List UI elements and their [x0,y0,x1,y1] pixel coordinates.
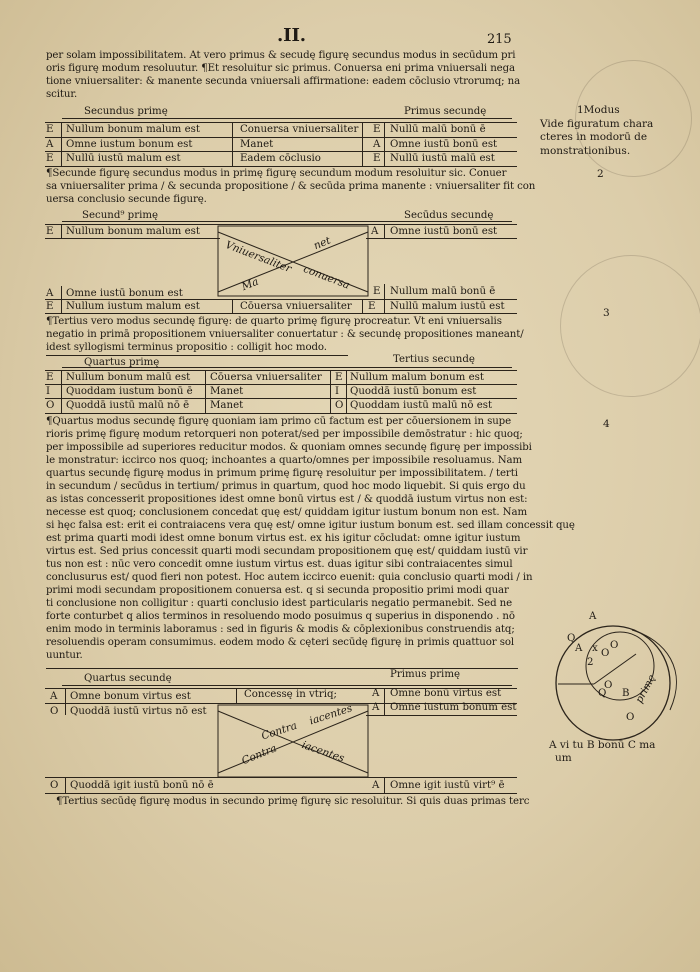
figure-label: primę [634,673,658,706]
figure-label: O [610,640,619,651]
premise-letter: E [46,301,54,312]
transform-label: Cōuersa vniuersaliter [240,301,352,312]
text-line: quartus secundę figurę modus in primum primę figurę resoluitur per impossibilitatem. / terti [46,468,518,479]
premise-letter: E [373,124,381,135]
text-line: sa vniuersaliter prima / & secunda propositione / & secūda prima manente : vniuersaliter fit con [46,181,536,192]
figure-label: O [604,680,613,691]
premise-text: Quoddam iustum bonū ē [66,386,193,397]
text-line: ¶Secunde figurę secundus modus in primę figurę secundum modum resoluitur sic. Conuer [46,168,507,179]
figure-label: 2 [587,657,594,668]
premise-letter: O [335,400,344,411]
premise-text: Omne iustū bonum est [66,288,183,299]
margin-number: 4 [603,418,610,430]
premise-letter: E [46,372,54,383]
text-line: tione vniuersaliter: & manente secunda vniuersali affirmatione: eadem cōclusio vtrorumq; na [46,76,521,87]
margin-note-line: Vide figuratum chara [540,118,654,130]
text-line: ¶Tertius vero modus secundę figurę: de quarto primę figurę procreatur. Vt eni vniuersalis [46,316,502,327]
premise-letter: A [373,139,381,150]
premise-text: Omne iustū bonū est [390,139,498,150]
text-line: virtus est. Sed prius concessit quarti modi secundam propositionem quę est/ quiddam iustū vir [46,546,528,557]
text-line: ¶Quartus modus secundę figurę quoniam iam primo cū factum est per cōuersionem in supe [46,416,512,427]
transform-label: Eadem cōclusio [240,153,321,164]
figure-legend: A vi tu B bonū C ma [549,739,656,751]
text-line: idest syllogismi terminus propositio : colligit hoc modo. [46,342,327,353]
figure-label: O [601,648,610,659]
text-line: resoluendis operam consumimus. eodem modo & cęteri secūdę figurę in primis quattuor sol [46,637,515,648]
premise-text: Omne iustū bonū est [390,226,498,237]
premise-letter: O [46,400,55,411]
figure-label: A [575,643,583,654]
transform-label: Cōuersa vniuersaliter [210,372,322,383]
table-title-right: Primus secundę [404,106,487,117]
margin-note-line: monstrationibus. [540,145,631,157]
figure-label: O [626,712,635,723]
cross-label: Contra [240,742,279,768]
text-line: primi modi secundam propositionem conuersa est. q si secunda propositio primi modi quar [46,585,509,596]
transform-label: Conuersa vniuersaliter [240,124,359,135]
cross-label: iacentes [308,702,354,728]
transform-label: Manet [210,386,244,397]
premise-text: Quoddā igit iustū bonū nō ē [70,780,214,791]
cross-label: Vniuersaliter [223,239,293,276]
premise-text: Nullū iustū malū est [390,153,495,164]
premise-text: Quoddā iustū virtus nō est [70,706,207,717]
diagram-title-right: Primus primę [390,669,461,680]
premise-text: Nullū malum iustū est [390,301,505,312]
text-line: est prima quarti modi idest omne bonum virtus est. ex his igitur cōcludat: omne igitur iustum [46,533,521,544]
premise-text: Quoddā iustū malū nō ē [66,400,190,411]
running-head: .II. [277,25,306,46]
premise-letter: A [372,702,380,713]
text-line: ti conclusione non colligitur : quarti conclusio idest particularis negatio permanebit. Sed ne [46,598,513,609]
premise-text: Nullum malū bonū ē [390,286,496,297]
cross-label: conuersa [301,263,352,292]
margin-note-line: 1Modus [577,104,620,116]
premise-letter: E [368,301,376,312]
figure-label: Q [567,633,576,644]
circle-figure-svg [548,610,700,745]
transform-label: Concessę in vtriq; [244,689,337,700]
text-line: in secundum / secūdus in tertium/ primus in quartum, quod hoc modo liquebit. Si quis ergo du [46,481,526,492]
text-line: negatio in primā propositionem vniuersaliter conuertatur : & secundę propositiones maneant/ [46,329,524,340]
premise-letter: A [371,226,379,237]
premise-text: Quoddam iustū malū nō est [350,400,493,411]
text-line: enim modo in terminis laboramus : sed in figuris & modis & cōplexionibus construendis atq; [46,624,515,635]
premise-letter: A [372,780,380,791]
text-line: oris figurę modum resoluutur. ¶Et resoluitur sic primus. Conuersa eni prima vniuersali nega [46,63,516,74]
premise-letter: O [50,706,59,717]
premise-text: Omne igit iustū virt⁹ ē [390,780,505,791]
table-title-left: Secundus primę [84,106,168,117]
figure-label: B [622,688,630,699]
text-line: conclusurus est/ quod fieri non potest. Hoc autem iccirco euenit: quia conclusio quarti modi / in [46,572,533,583]
premise-letter: I [335,386,340,397]
bleed-through-circle [560,255,700,397]
figure-label: A [589,611,597,622]
premise-text: Nullum iustum malum est [66,301,200,312]
text-line: uuntur. [46,650,83,661]
premise-text: Nullū malū bonū ē [390,124,486,135]
premise-letter: E [335,372,343,383]
page-number: 215 [487,32,512,47]
cross-label: iacentes [300,739,346,765]
diagram-title-left: Quartus secundę [84,673,172,684]
text-line: le monstratur: iccirco nos quoq; inchoantes a quarto/omnes per impossibile resoluamus. Nam [46,455,523,466]
text-line: rioris primę figurę modum retorqueri non poterat/sed per impossibile demōstratur : hic quoq; [46,429,523,440]
premise-letter: I [46,386,51,397]
premise-letter: E [373,286,381,297]
table-title-left: Quartus primę [84,357,160,368]
premise-text: Omne iustum bonum est [390,702,517,713]
premise-letter: E [46,226,54,237]
premise-text: Nullum bonum malum est [66,226,200,237]
cross-label: Ma [240,275,261,294]
premise-text: Nullum bonum malum est [66,124,200,135]
premise-text: Omne bonū virtus est [390,688,502,699]
text-line: ¶Tertius secūdę figurę modus in secundo primę figurę sic resoluitur. Si quis duas primas terc [56,796,530,807]
premise-text: Omne iustum bonum est [66,139,193,150]
text-line: forte conturbet q alios terminos in resoluendo modo posuimus q superius in disponendo . nō [46,611,515,622]
premise-text: Nullum malum bonum est [350,372,484,383]
table-title-right: Tertius secundę [393,354,475,365]
premise-letter: E [46,124,54,135]
premise-letter: A [50,691,58,702]
premise-text: Nullū iustū malum est [66,153,181,164]
premise-letter: E [373,153,381,164]
text-line: per impossibile ad superiores reducitur modos. & quoniam omnes secundę figurę per impossibi [46,442,532,453]
cross-diagram [216,224,372,300]
text-line: si hęc falsa est: erit ei contraiacens vera quę est/ omne igitur iustum bonum est. sed illam concessit quę [46,520,575,531]
margin-note-line: cteres in modorū de [540,131,648,143]
figure-label: x [592,643,598,654]
premise-letter: A [46,139,54,150]
premise-text: Omne bonum virtus est [70,691,191,702]
figure-legend: um [555,752,572,764]
text-line: necesse est quoq; conclusionem concedat quę est/ quiddam igitur iustum bonum non est. Nam [46,507,528,518]
transform-label: Manet [210,400,244,411]
margin-number: 3 [603,307,610,319]
premise-letter: A [372,688,380,699]
diagram-title-right: Secūdus secundę [404,210,494,221]
premise-text: Quoddā iustū bonum est [350,386,477,397]
cross-label: net [312,234,333,253]
text-line: as istas concesserit propositiones idest omne bonū virtus est / & quoddā iustum virtus non est: [46,494,528,505]
margin-number: 2 [597,168,604,180]
premise-letter: O [50,780,59,791]
text-line: scitur. [46,89,78,100]
premise-letter: E [46,153,54,164]
text-line: uersa conclusio secunde figurę. [46,194,207,205]
premise-text: Nullum bonum malū est [66,372,191,383]
text-line: per solam impossibilitatem. At vero primus & secudę figurę secundus modus in secūdum pri [46,50,516,61]
figure-label: Q [598,688,607,699]
premise-letter: A [46,288,54,299]
diagram-title-left: Secund⁹ primę [82,210,159,221]
text-line: tus non est : nūc vero concedit omne iustum virtus est. duas igitur sibi contraiacentes simul [46,559,513,570]
transform-label: Manet [240,139,274,150]
cross-label: Contra [260,719,299,743]
